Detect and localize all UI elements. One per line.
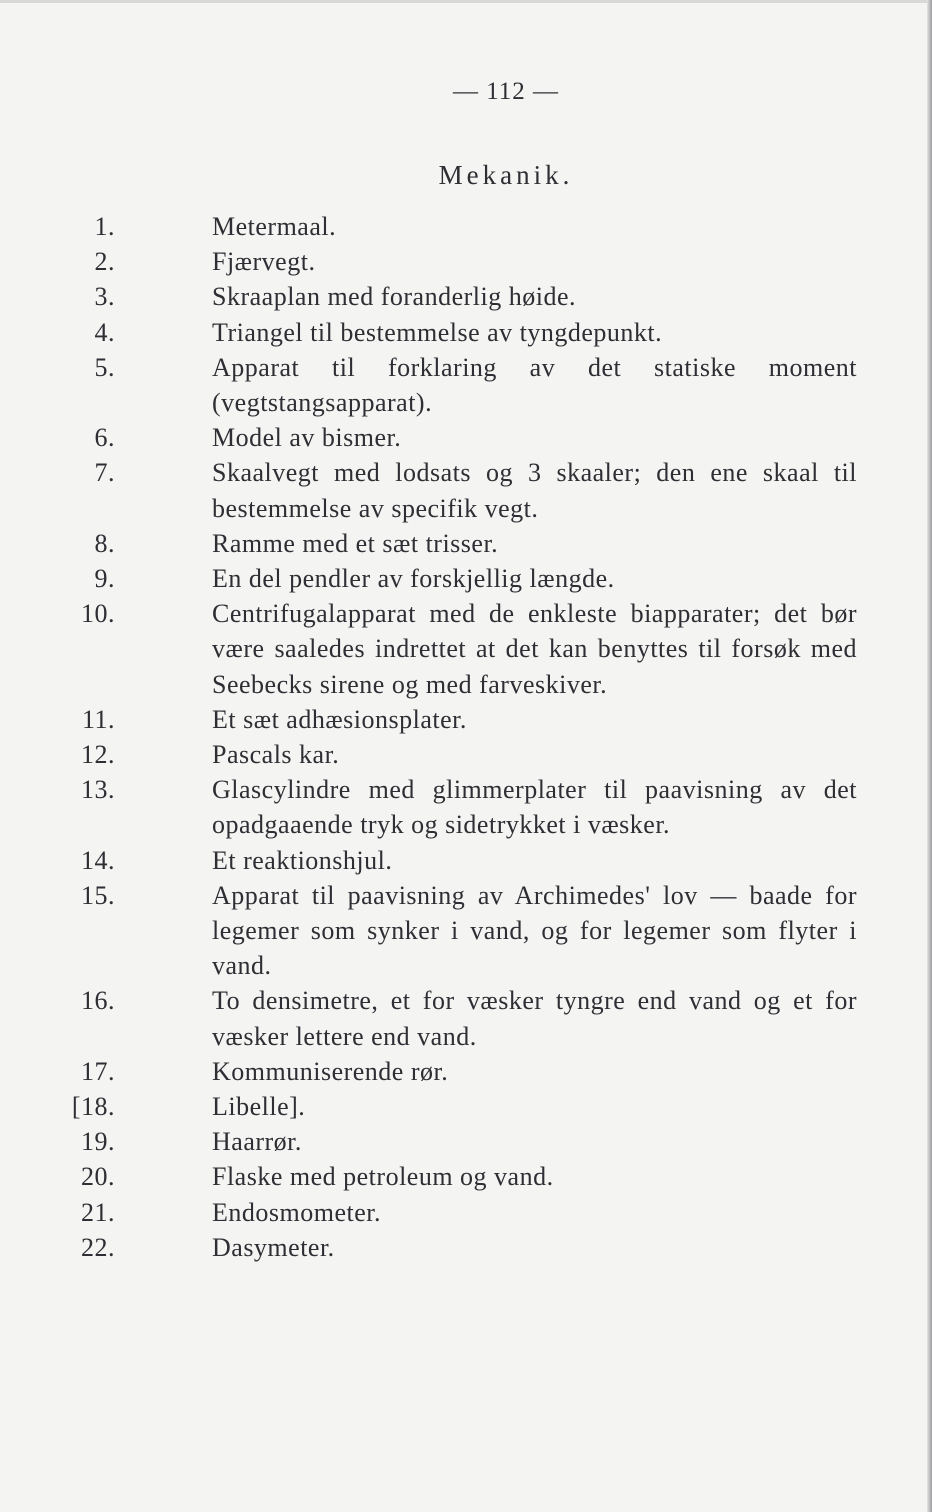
item-number: 16. <box>81 986 115 1016</box>
item-text: Et sæt adhæsionsplater. <box>212 704 467 734</box>
list-item <box>0 878 857 984</box>
item-text: Libelle]. <box>212 1092 306 1122</box>
item-number: 7. <box>94 458 115 488</box>
section-title: Mekanik. <box>438 160 574 190</box>
list-item <box>0 315 857 350</box>
list-item <box>0 526 857 561</box>
item-text: Haarrør. <box>212 1127 302 1157</box>
item-text: Apparat til forklaring av det statiske moment (vegtstangsapparat). <box>212 352 857 418</box>
item-text: To densimetre, et for væsker tyngre end vand og et for væsker lettere end vand. <box>212 986 857 1051</box>
item-text: Skaalvegt med lodsats og 3 skaaler; den ene skaal til bestemmelse av specifik vegt. <box>212 458 857 523</box>
item-text: Glascylindre med glimmerplater til paavisning av det opadgaaende tryk og sidetrykket i væsker. <box>212 775 857 840</box>
item-number: 21. <box>81 1197 115 1227</box>
item-number: 1. <box>94 212 115 241</box>
item-number: 17. <box>81 1056 115 1086</box>
item-text: Dasymeter. <box>212 1232 335 1262</box>
item-text: Pascals kar. <box>212 740 340 770</box>
list-item <box>0 737 857 772</box>
list-item <box>0 772 857 842</box>
list-item <box>0 702 857 737</box>
item-number: 14. <box>81 845 115 875</box>
item-text: En del pendler av forskjellig længde. <box>212 564 615 594</box>
list-item <box>0 420 857 455</box>
item-text: Centrifugalapparat med de enkleste biapparater; det bør være saaledes indrettet at det kan benyttes til forsøk med Seebecks sirene og med farveskiver. <box>212 599 857 699</box>
item-number: 3. <box>94 282 115 312</box>
item-number: 15. <box>81 880 115 910</box>
item-text: Triangel til bestemmelse av tyngdepunkt. <box>212 317 663 347</box>
list-item <box>0 843 857 878</box>
item-number: 12. <box>81 740 115 770</box>
item-number: 13. <box>81 775 115 805</box>
item-number: 9. <box>94 564 115 594</box>
item-text: Et reaktionshjul. <box>212 845 393 875</box>
list-item <box>0 983 857 1053</box>
list-item <box>0 1054 857 1089</box>
item-text: Endosmometer. <box>212 1197 381 1227</box>
item-number: 10. <box>81 599 115 629</box>
list-item <box>0 1124 857 1159</box>
page-top-edge <box>0 0 932 3</box>
list-item <box>0 279 857 314</box>
item-number: 22. <box>81 1232 115 1262</box>
list-item <box>0 350 857 420</box>
item-number: 6. <box>94 423 115 453</box>
item-text: Kommuniserende rør. <box>212 1056 449 1086</box>
item-number: 19. <box>81 1127 115 1157</box>
item-text: Apparat til paavisning av Archimedes' lov — baade for legemer som synker i vand, og for legemer som flyter i vand. <box>212 880 857 981</box>
list-item <box>0 244 857 279</box>
item-list <box>0 209 932 1265</box>
list-item <box>0 1089 857 1124</box>
list-item <box>0 1159 857 1194</box>
list-item <box>0 209 857 244</box>
item-number: 4. <box>94 317 115 347</box>
item-number: 11. <box>81 704 115 734</box>
item-text: Ramme med et sæt trisser. <box>212 528 499 558</box>
item-number: 2. <box>94 247 115 277</box>
list-item <box>0 1230 857 1265</box>
list-item <box>0 596 857 702</box>
item-number: 5. <box>94 352 115 382</box>
item-number: 8. <box>94 528 115 558</box>
item-text: Flaske med petroleum og vand. <box>212 1162 554 1192</box>
list-item <box>0 455 857 525</box>
item-number: 20. <box>81 1162 115 1192</box>
page-number: — 112 — <box>452 78 560 105</box>
item-text: Model av bismer. <box>212 423 402 453</box>
list-item <box>0 1195 857 1230</box>
item-text: Metermaal. <box>212 212 337 241</box>
item-text: Fjærvegt. <box>212 247 316 277</box>
list-item <box>0 561 857 596</box>
item-number: [18. <box>71 1092 115 1122</box>
item-text: Skraaplan med foranderlig høide. <box>212 282 576 312</box>
